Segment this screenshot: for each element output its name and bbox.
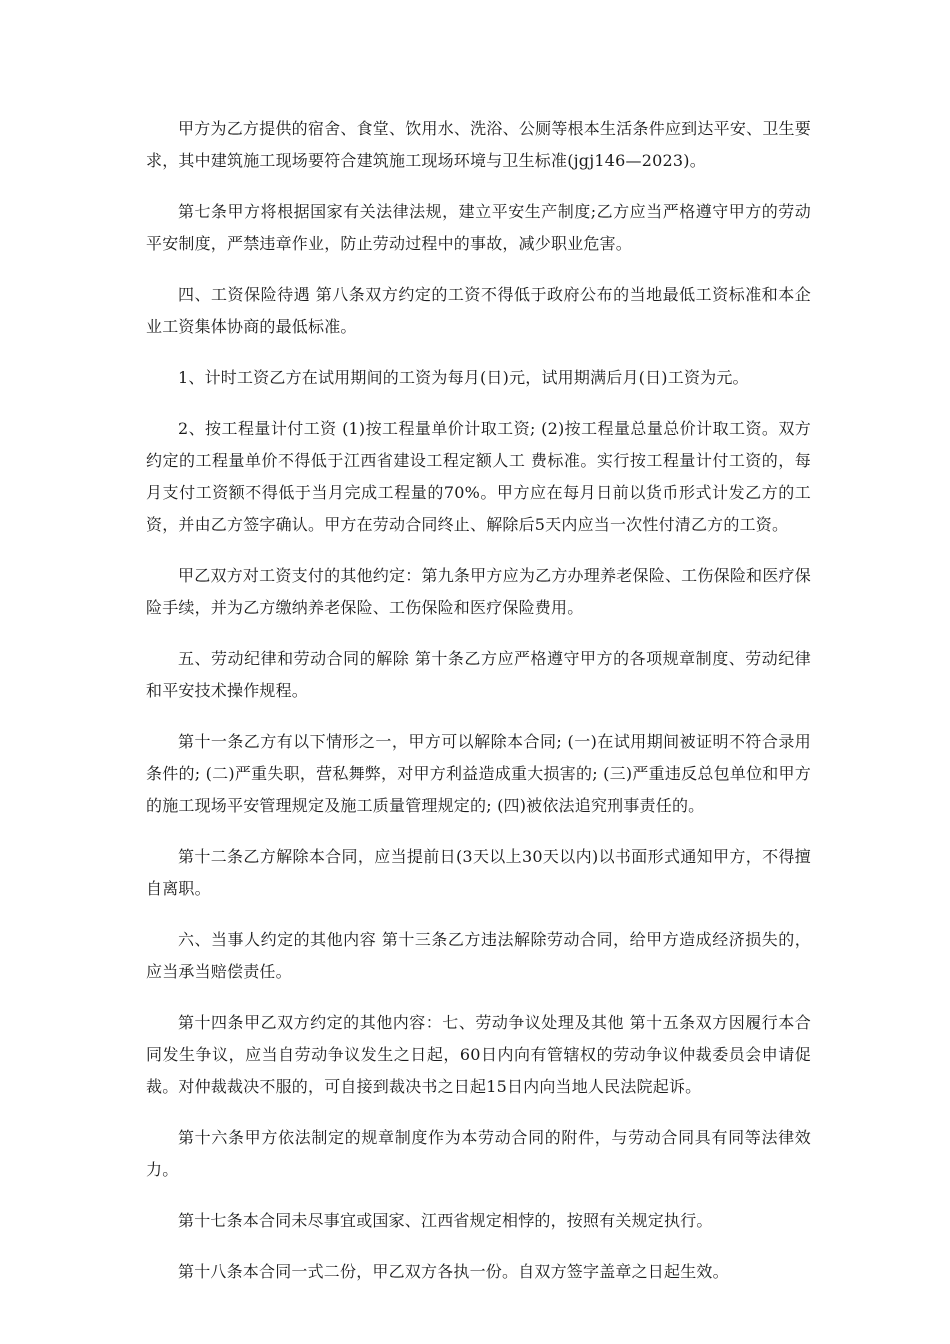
paragraph-article-9: 甲乙双方对工资支付的其他约定：第九条甲方应为乙方办理养老保险、工伤保险和医疗保险手续，并为乙方缴纳养老保险、工伤保险和医疗保险费用。 [146, 566, 811, 617]
paragraph-article-17: 第十七条本合同未尽事宜或国家、江西省规定相悖的，按照有关规定执行。 [178, 1211, 713, 1230]
paragraph-article-14-15: 第十四条甲乙双方约定的其他内容：七、劳动争议处理及其他 第十五条双方因履行本合同发生争议，应当自劳动争议发生之日起，60日内向有管辖权的劳动争议仲裁委员会申请促裁。对仲裁裁决不服的，可自接到裁决书之日起15日内向当地人民法院起诉。 [146, 1013, 811, 1096]
paragraph-section-6-article-13: 六、当事人约定的其他内容 第十三条乙方违法解除劳动合同，给甲方造成经济损失的，应当承当赔偿责任。 [146, 930, 811, 981]
paragraph-article-16: 第十六条甲方依法制定的规章制度作为本劳动合同的附件，与劳动合同具有同等法律效力。 [146, 1128, 811, 1179]
paragraph-section-4-article-8: 四、工资保险待遇 第八条双方约定的工资不得低于政府公布的当地最低工资标准和本企业工资集体协商的最低标准。 [146, 285, 811, 336]
paragraph-article-11: 第十一条乙方有以下情形之一，甲方可以解除本合同; (一)在试用期间被证明不符合录用条件的; (二)严重失职，营私舞弊，对甲方利益造成重大损害的; (三)严重违反总包单位和甲方的施工现场平安管理规定及施工质量管理规定的; (四)被依法追究刑事责任的。 [146, 732, 811, 815]
paragraph-article-7: 第七条甲方将根据国家有关法律法规，建立平安生产制度;乙方应当严格遵守甲方的劳动平安制度，严禁违章作业，防止劳动过程中的事故，减少职业危害。 [146, 202, 811, 253]
document-body [146, 113, 811, 1307]
paragraph-article-12: 第十二条乙方解除本合同，应当提前日(3天以上30天以内)以书面形式通知甲方，不得擅自离职。 [146, 847, 811, 898]
paragraph-section-5-article-10: 五、劳动纪律和劳动合同的解除 第十条乙方应严格遵守甲方的各项规章制度、劳动纪律和平安技术操作规程。 [146, 649, 811, 700]
paragraph-sanitation: 甲方为乙方提供的宿舍、食堂、饮用水、洗浴、公厕等根本生活条件应到达平安、卫生要求，其中建筑施工现场要符合建筑施工现场环境与卫生标准(jgj146—2023)。 [146, 119, 811, 170]
paragraph-article-18: 第十八条本合同一式二份，甲乙双方各执一份。自双方签字盖章之日起生效。 [178, 1262, 729, 1281]
paragraph-piece-wage: 2、按工程量计付工资 (1)按工程量单价计取工资; (2)按工程量总量总价计取工资。双方约定的工程量单价不得低于江西省建设工程定额人工 费标准。实行按工程量计付工资的，每月支付工资额不得低于当月完成工程量的70%。甲方应在每月日前以货币形式计发乙方的工资，并由乙方签字确认。甲方在劳动合同终止、解除后5天内应当一次性付清乙方的工资。 [146, 419, 811, 534]
paragraph-hourly-wage: 1、计时工资乙方在试用期间的工资为每月(日)元，试用期满后月(日)工资为元。 [178, 368, 749, 387]
